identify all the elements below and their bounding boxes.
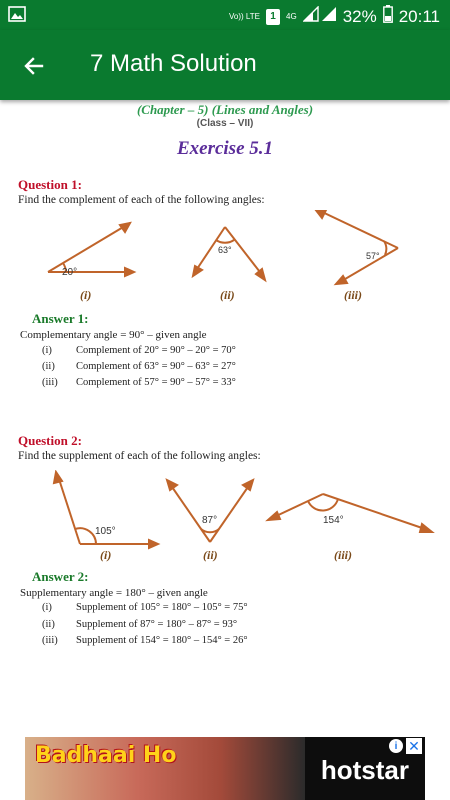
angle-label-2-i	[93, 522, 123, 538]
question-1-title: Question 1:	[18, 177, 82, 192]
app-title: 7 Math Solution	[90, 50, 257, 77]
svg-text:20°: 20°	[62, 267, 78, 278]
figure-label-1-i: (i)	[80, 288, 92, 302]
status-bar	[0, 0, 450, 30]
arrow-left-icon[interactable]	[14, 46, 54, 86]
ad-movie-logo: Badhaai Ho	[35, 743, 177, 768]
answer-text: Complement of 57° = 90° – 57° = 33°	[76, 377, 236, 388]
banner-ad[interactable]	[25, 737, 425, 800]
angle-label-2-ii	[200, 511, 230, 527]
answer-num: (i)	[42, 602, 52, 613]
answer-2-row	[42, 635, 248, 646]
battery-icon	[383, 5, 393, 28]
network-type: 4G	[286, 11, 297, 21]
answer-num: (ii)	[42, 361, 55, 372]
clock: 20:11	[398, 6, 440, 26]
angle-label-2-iii	[321, 511, 351, 527]
answer-1-title: Answer 1:	[32, 311, 89, 326]
svg-text:154°: 154°	[323, 515, 344, 526]
answer-num: (iii)	[42, 635, 58, 646]
answer-2-row	[42, 602, 248, 613]
close-icon[interactable]: ✕	[406, 738, 422, 754]
svg-text:63°: 63°	[218, 245, 232, 255]
answer-text: Complement of 63° = 90° – 63° = 27°	[76, 361, 236, 372]
angle-label-1-i	[60, 263, 90, 279]
angle-label-1-iii	[364, 247, 394, 263]
figure-label-2-i: (i)	[100, 548, 112, 562]
exercise-title: Exercise 5.1	[176, 138, 274, 159]
answer-1-intro: Complementary angle = 90° – given angle	[20, 329, 207, 341]
answer-2-intro: Supplementary angle = 180° – given angle	[20, 587, 208, 599]
chapter-heading: (Chapter – 5) (Lines and Angles)	[136, 102, 314, 117]
question-1-text: Find the complement of each of the following angles:	[18, 194, 265, 206]
angle-label-1-ii	[216, 241, 246, 257]
info-icon[interactable]: i	[389, 739, 403, 753]
svg-text:57°: 57°	[366, 251, 380, 261]
answer-text: Supplement of 87° = 180° – 87° = 93°	[76, 619, 238, 630]
answer-text: Complement of 20° = 90° – 20° = 70°	[76, 345, 236, 356]
answer-1-row	[42, 345, 236, 356]
answer-1-row	[42, 377, 236, 388]
answer-text: Supplement of 154° = 180° – 154° = 26°	[76, 635, 248, 646]
question-2-figures	[40, 470, 440, 550]
question-2-title: Question 2:	[18, 433, 82, 448]
answer-num: (ii)	[42, 619, 55, 630]
sim-slot-badge: 1	[266, 9, 280, 25]
signal-icon	[303, 6, 337, 27]
answer-num: (i)	[42, 345, 52, 356]
figure-label-2-iii: (iii)	[334, 548, 352, 562]
answer-text: Supplement of 105° = 180° – 105° = 75°	[76, 602, 248, 613]
svg-text:105°: 105°	[95, 526, 116, 537]
battery-level: 32%	[342, 6, 377, 26]
ad-brand-label: hotstar	[320, 755, 409, 785]
app-bar	[0, 30, 450, 100]
image-icon	[8, 6, 26, 27]
figure-label-2-ii: (ii)	[203, 548, 218, 562]
solution-page[interactable]	[0, 100, 450, 736]
answer-2-row	[42, 619, 237, 630]
volte-indicator: Vo)) LTE	[229, 11, 261, 21]
figure-label-1-iii: (iii)	[344, 288, 362, 302]
figure-label-1-ii: (ii)	[220, 288, 235, 302]
answer-num: (iii)	[42, 377, 58, 388]
question-2-text: Find the supplement of each of the following angles:	[18, 450, 261, 462]
answer-1-row	[42, 361, 236, 372]
svg-text:87°: 87°	[202, 515, 218, 526]
answer-2-title: Answer 2:	[32, 569, 89, 584]
class-heading: (Class – VII)	[196, 118, 254, 129]
